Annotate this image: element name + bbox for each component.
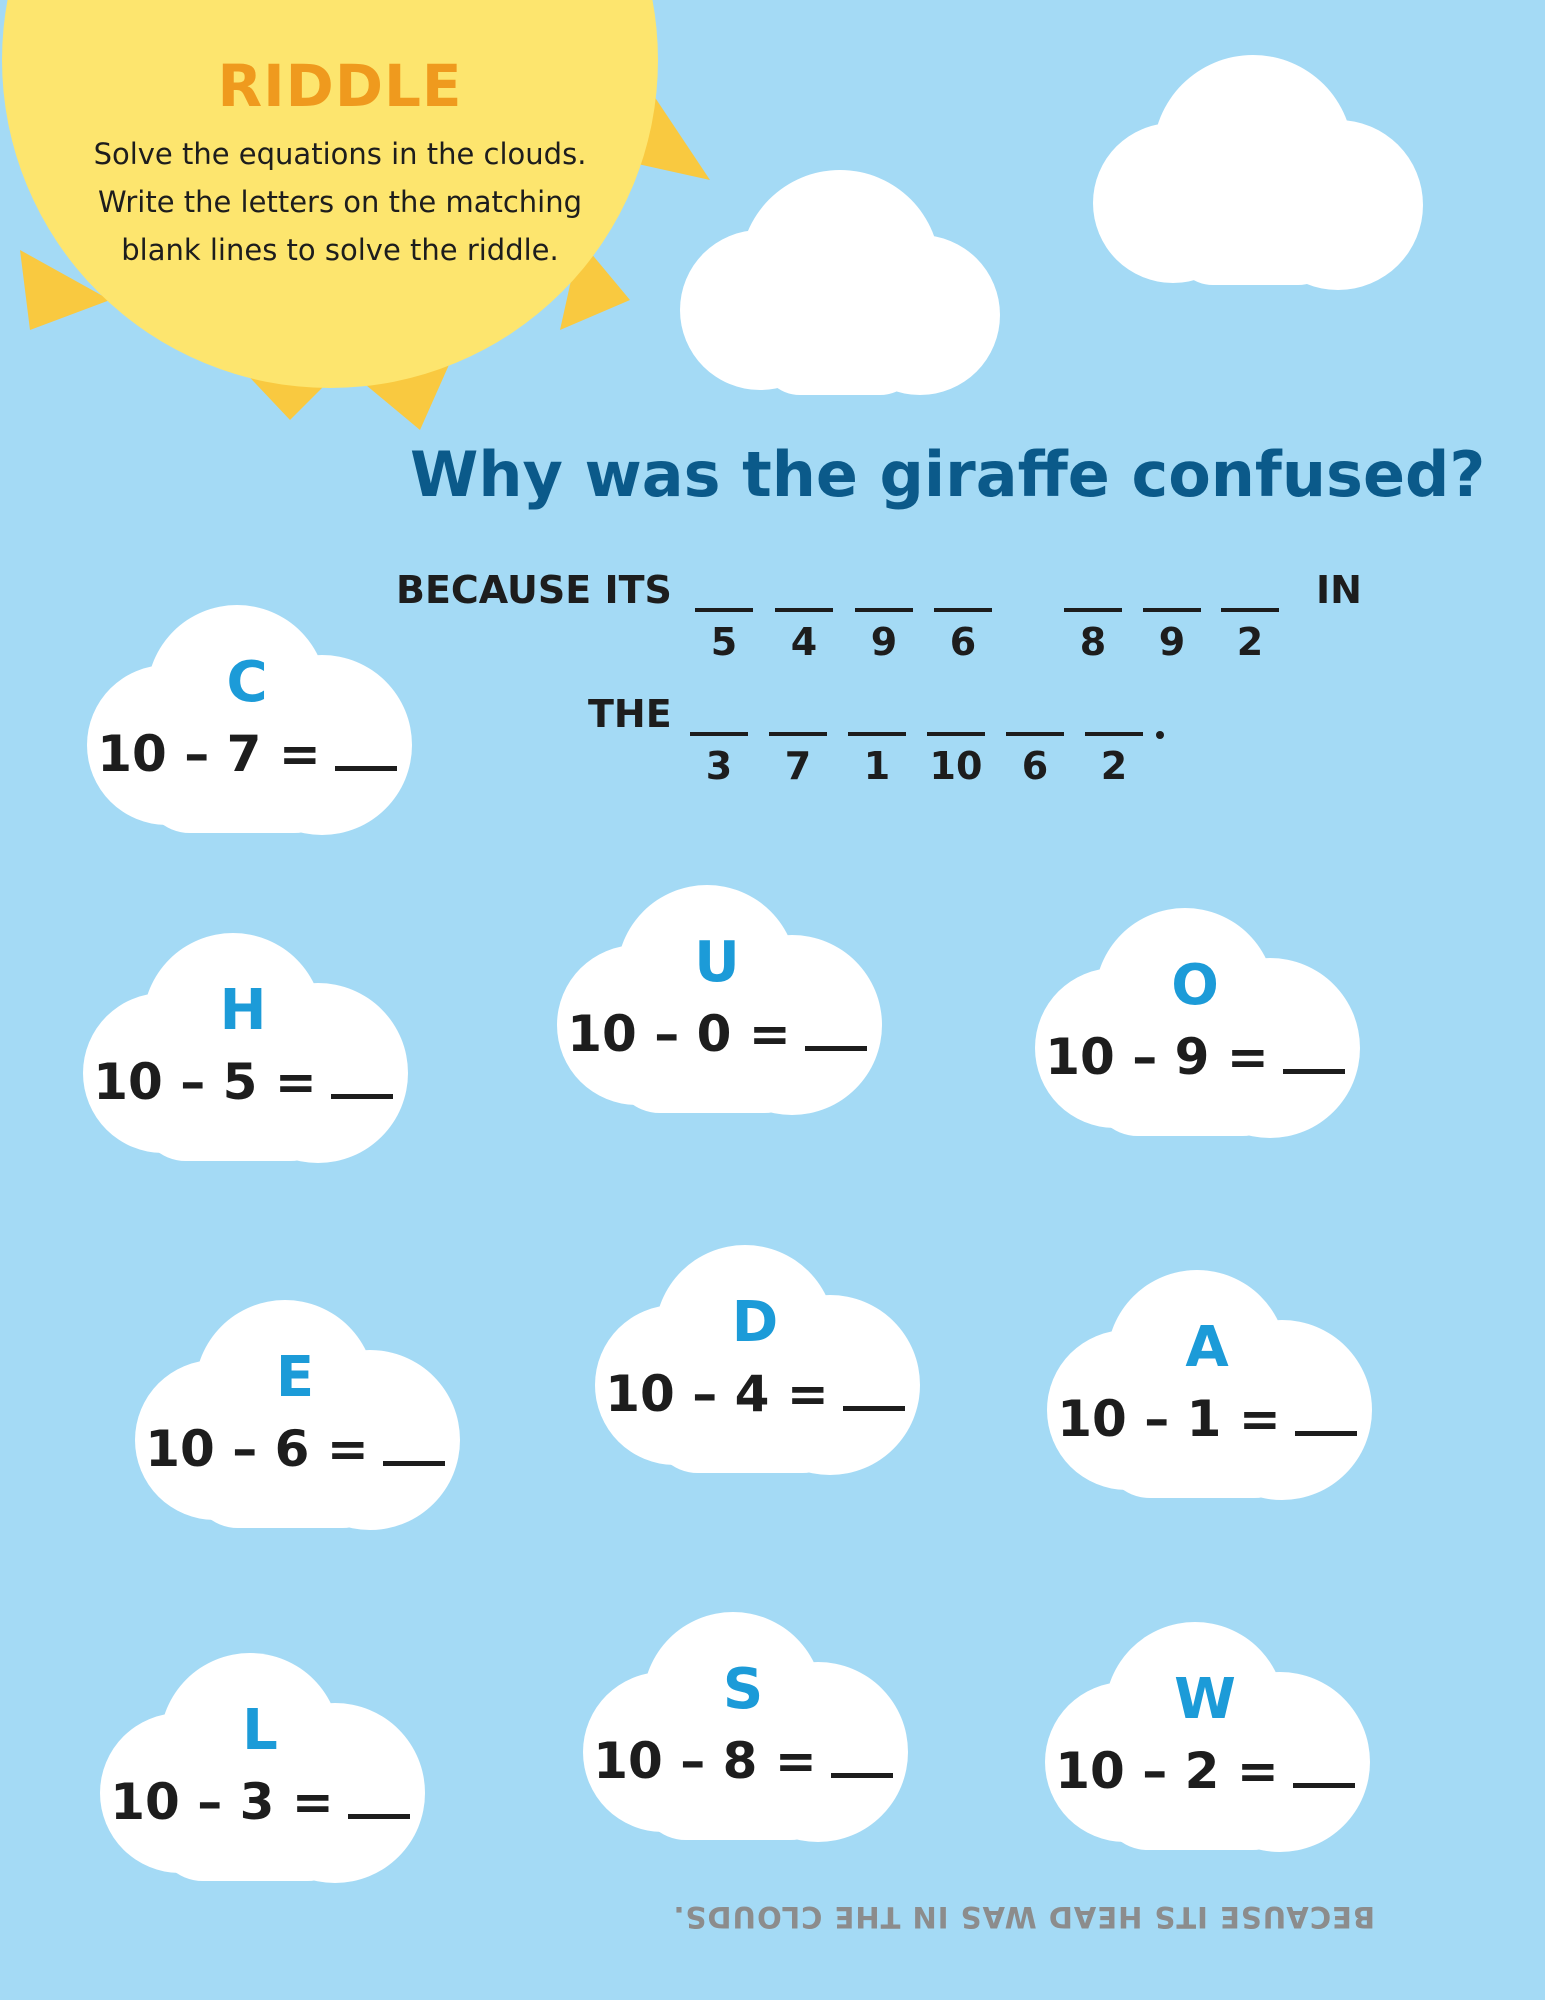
equation-cloud-o: [1020, 908, 1370, 1138]
answer-slot[interactable]: 8: [1064, 608, 1122, 664]
cloud-letter: U: [694, 930, 740, 995]
cloud-equation: 10 – 1 =: [1032, 1390, 1382, 1448]
equation-cloud-h: [68, 933, 418, 1163]
cloud-equation: 10 – 7 =: [72, 725, 422, 783]
cloud-equation: 10 – 6 =: [120, 1420, 470, 1478]
cloud-equation: 10 – 0 =: [542, 1005, 892, 1063]
cloud-equation: 10 – 3 =: [85, 1773, 435, 1831]
equation-blank[interactable]: [831, 1773, 893, 1778]
riddle-instruction-2: Write the letters on the matching: [97, 185, 583, 219]
answer-slot[interactable]: 4: [775, 608, 833, 664]
answer-slot[interactable]: 7: [769, 732, 827, 788]
riddle-instruction-1: Solve the equations in the clouds.: [93, 137, 587, 171]
equation-blank[interactable]: [805, 1046, 867, 1051]
equation-cloud-a: [1032, 1270, 1382, 1500]
answer-slot[interactable]: 6: [1006, 732, 1064, 788]
answer-slot[interactable]: 1: [848, 732, 906, 788]
equation-cloud-e: [120, 1300, 470, 1530]
cloud-equation: 10 – 5 =: [68, 1053, 418, 1111]
answer-slot[interactable]: 2: [1085, 732, 1143, 788]
equation-blank[interactable]: [331, 1094, 393, 1099]
answer-slot[interactable]: 10: [927, 732, 985, 788]
riddle-title: RIDDLE: [217, 52, 463, 120]
equation-blank[interactable]: [383, 1461, 445, 1466]
cloud-letter: O: [1171, 953, 1219, 1018]
answer-slot[interactable]: 3: [690, 732, 748, 788]
cloud-letter: D: [731, 1290, 779, 1355]
answer-slot[interactable]: 9: [855, 608, 913, 664]
cloud-icon: [655, 165, 1010, 395]
riddle-instruction-3: blank lines to solve the riddle.: [121, 233, 559, 267]
equation-cloud-w: [1030, 1622, 1380, 1852]
equation-blank[interactable]: [335, 766, 397, 771]
cloud-letter: C: [226, 650, 268, 715]
cloud-equation: 10 – 8 =: [568, 1732, 918, 1790]
cloud-letter: W: [1174, 1667, 1236, 1732]
word-in: IN: [1316, 568, 1362, 612]
answer-slot[interactable]: 6: [934, 608, 992, 664]
equation-cloud-s: [568, 1612, 918, 1842]
equation-cloud-d: [580, 1245, 930, 1475]
equation-cloud-c: [72, 605, 422, 835]
equation-cloud-u: [542, 885, 892, 1115]
equation-blank[interactable]: [1293, 1783, 1355, 1788]
cloud-letter: E: [275, 1345, 315, 1410]
cloud-equation: 10 – 2 =: [1030, 1742, 1380, 1800]
cloud-equation: 10 – 9 =: [1020, 1028, 1370, 1086]
period: [1156, 731, 1164, 739]
cloud-letter: S: [722, 1657, 764, 1722]
answer-slot[interactable]: 2: [1221, 608, 1279, 664]
cloud-letter: L: [242, 1698, 278, 1763]
equation-blank[interactable]: [348, 1814, 410, 1819]
equation-blank[interactable]: [1295, 1431, 1357, 1436]
answer-key: BECAUSE ITS HEAD WAS IN THE CLOUDS.: [672, 1900, 1375, 1934]
riddle-question: Why was the giraffe confused?: [410, 438, 1486, 511]
answer-slot[interactable]: 9: [1143, 608, 1201, 664]
equation-blank[interactable]: [843, 1406, 905, 1411]
word-because-its: BECAUSE ITS: [396, 568, 672, 612]
cloud-letter: H: [219, 978, 267, 1043]
riddle-box: [40, 52, 640, 274]
word-the: THE: [588, 692, 672, 736]
equation-blank[interactable]: [1283, 1069, 1345, 1074]
equation-cloud-l: [85, 1653, 435, 1883]
cloud-letter: A: [1185, 1315, 1229, 1380]
answer-slot[interactable]: 5: [695, 608, 753, 664]
cloud-equation: 10 – 4 =: [580, 1365, 930, 1423]
cloud-icon: [1078, 55, 1433, 295]
